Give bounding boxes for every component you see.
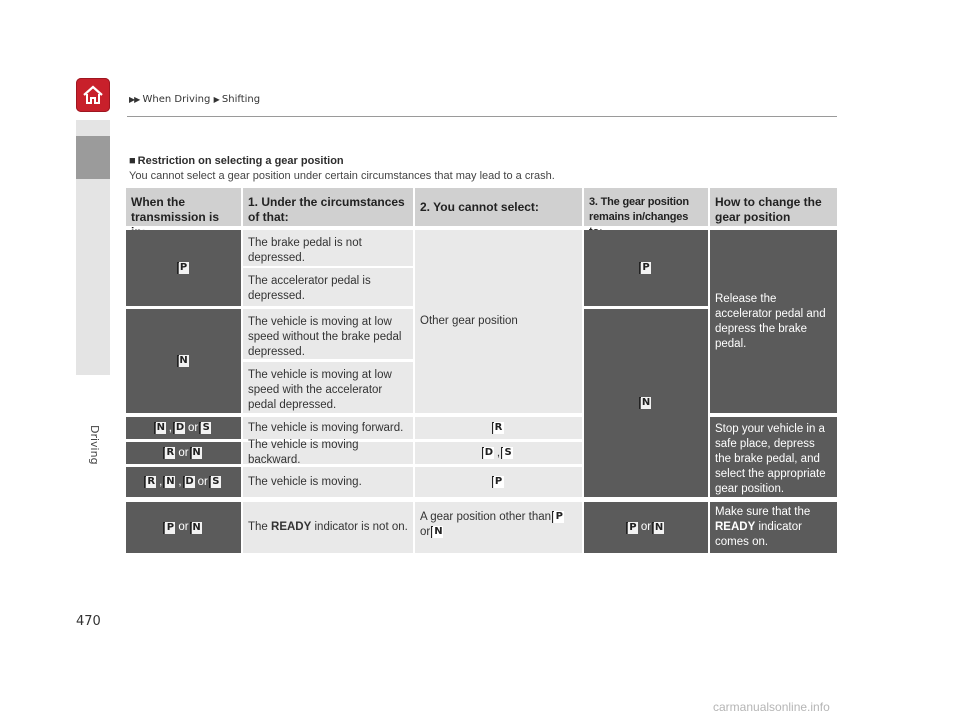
gear-badge-p: P [555, 510, 563, 522]
gear-badge-n: N [166, 476, 175, 487]
remains-cell [584, 309, 708, 497]
gear-badge-r: R [166, 447, 175, 458]
ready-label: READY [715, 521, 756, 533]
separator: , [168, 421, 172, 434]
separator: , [178, 475, 182, 488]
separator: or [420, 526, 431, 538]
gear-badge-n: N [156, 422, 165, 433]
square-bullet-icon: ■ [129, 155, 136, 167]
cannot-select-text: A gear position other than [420, 511, 552, 523]
gear-badge-p: P [166, 521, 175, 533]
circumstance-cell [243, 502, 413, 553]
gear-badge-s: S [202, 422, 210, 433]
gear-in-cell [126, 417, 241, 439]
gear-badge-n: N [179, 355, 188, 366]
separator: or [640, 521, 652, 533]
separator: or [197, 475, 208, 488]
gear-in-cell [126, 230, 241, 306]
header-when-transmission: When the transmission is [126, 188, 241, 226]
circumstance-cell: The accelerator pedal is depressed. [243, 268, 413, 306]
gear-badge-p: P [642, 262, 650, 273]
chevron-right-icon: ▶ [213, 95, 219, 104]
gear-badge-p: P [629, 521, 637, 533]
separator: or [187, 421, 199, 434]
gear-badge-r: R [494, 422, 503, 433]
header-remains: 3. The gear position remains in/changes [584, 188, 708, 226]
gear-badge-n: N [434, 525, 443, 537]
circumstance-cell: The vehicle is moving at low speed without the brake pedal depressed. [243, 309, 413, 359]
gear-badge-d: D [484, 447, 494, 458]
circumstance-cell: The vehicle is moving at low speed with the accelerator pedal depressed. [243, 362, 413, 413]
header-rule [127, 116, 837, 117]
how-to-change-text: Make sure that the [715, 506, 811, 518]
page-number: 470 [76, 614, 101, 629]
gear-badge-n: N [654, 521, 664, 533]
gear-badge-n: N [641, 397, 651, 408]
home-icon [82, 84, 104, 106]
circumstance-cell: The vehicle is moving. [243, 467, 413, 497]
how-to-change-text: indicator comes on. [715, 521, 802, 548]
header-how-to-change: How to change the gear position [710, 188, 837, 226]
ready-label: READY [271, 521, 312, 533]
gear-badge-r: R [147, 476, 156, 487]
circumstance-text: indicator is not on. [314, 521, 408, 533]
cannot-select-cell [415, 467, 582, 497]
gear-badge-d: D [175, 422, 185, 433]
gear-badge-d: D [185, 476, 194, 487]
chevron-right-icon: ▶▶ [129, 95, 140, 104]
separator: or [178, 446, 189, 459]
cannot-select-cell: Other gear position [415, 230, 582, 413]
section-tab-label: Driving [88, 425, 101, 465]
header-cannot-select: 2. You cannot select: [415, 188, 582, 226]
cannot-select-cell [415, 502, 582, 553]
separator: , [496, 446, 501, 459]
circumstance-text: The [248, 521, 268, 533]
gear-badge-p: P [179, 262, 188, 273]
breadcrumb [129, 94, 260, 105]
watermark: carmanualsonline.info [713, 700, 830, 714]
gear-badge-p: P [494, 476, 503, 487]
cannot-select-cell [415, 442, 582, 464]
gear-badge-n: N [192, 521, 201, 533]
gear-in-cell [126, 442, 241, 464]
how-to-change-cell [710, 502, 837, 553]
circumstance-cell: The vehicle is moving backward. [243, 442, 413, 464]
remains-cell [584, 502, 708, 553]
breadcrumb-item-when-driving[interactable]: When Driving [142, 94, 211, 105]
gear-in-cell [126, 467, 241, 497]
circumstance-cell: The vehicle is moving forward. [243, 417, 413, 439]
section-heading [129, 155, 344, 167]
gear-badge-s: S [212, 476, 220, 487]
home-button[interactable] [76, 78, 110, 112]
gear-in-cell [126, 309, 241, 413]
gear-in-cell [126, 502, 241, 553]
how-to-change-cell: Release the accelerator pedal and depress the brake pedal. [710, 230, 837, 413]
remains-cell [584, 230, 708, 306]
gear-badge-n: N [192, 447, 201, 458]
breadcrumb-item-shifting[interactable]: Shifting [221, 94, 261, 105]
header-circumstances: 1. Under the circumstances of that: [243, 188, 413, 226]
separator: or [178, 521, 189, 533]
gear-badge-s: S [504, 447, 512, 458]
cannot-select-cell [415, 417, 582, 439]
how-to-change-cell: Stop your vehicle in a safe place, depress the brake pedal, and select the appropriate gear position. [710, 417, 837, 497]
circumstance-cell: The brake pedal is not depressed. [243, 230, 413, 266]
section-tab-active[interactable] [76, 136, 110, 179]
section-heading-text: Restriction on selecting a gear position [137, 155, 344, 167]
separator: , [159, 475, 163, 488]
section-intro: You cannot select a gear position under certain circumstances that may lead to a crash. [129, 170, 555, 182]
